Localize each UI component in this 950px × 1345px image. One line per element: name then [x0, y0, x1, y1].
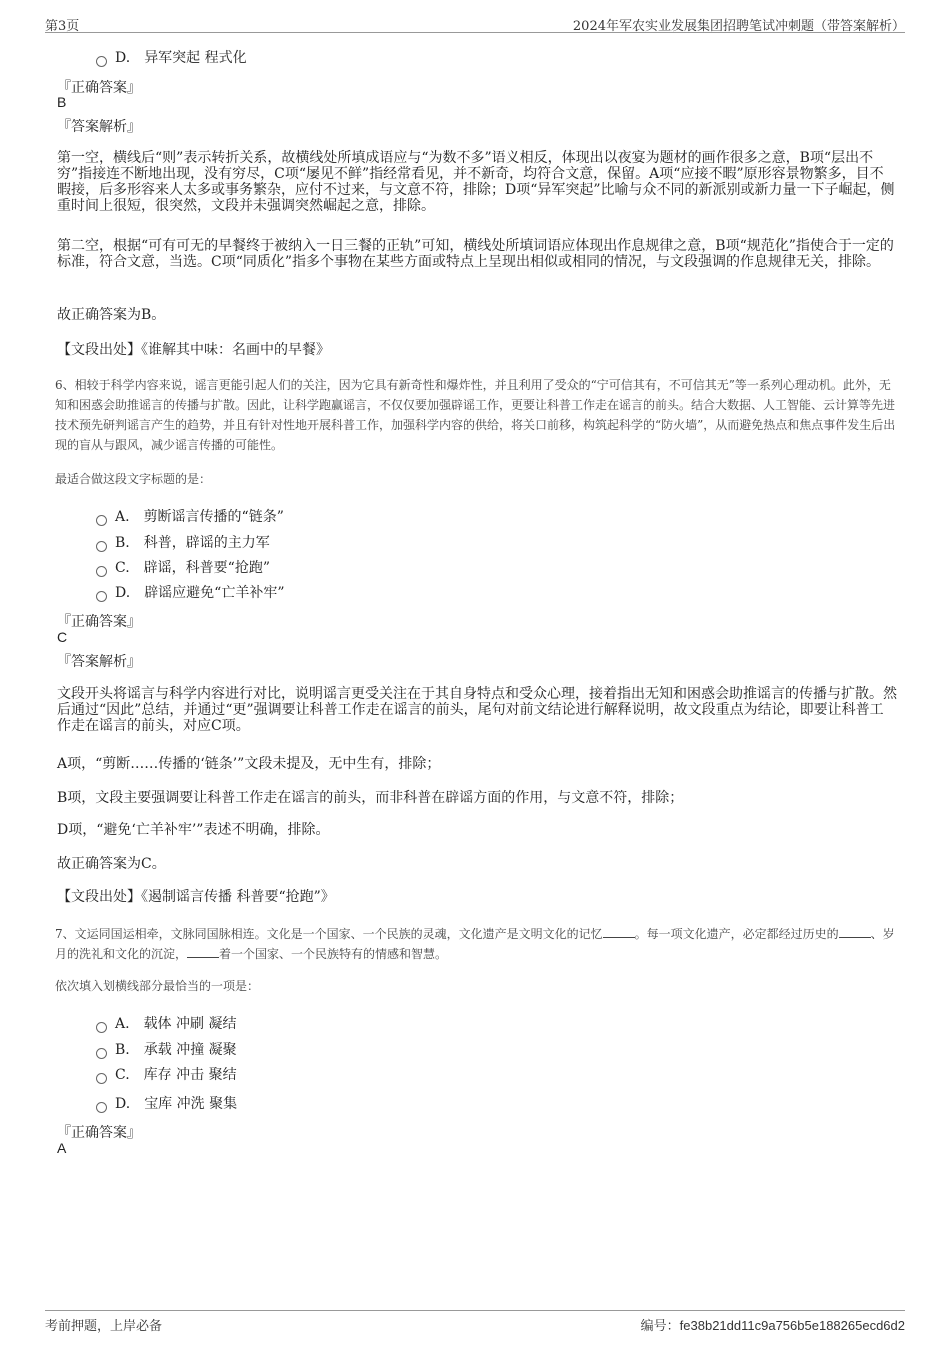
q5-analysis-label: 『答案解析』 — [57, 119, 141, 135]
q6-option-d[interactable]: D. 辟谣应避免“亡羊补牢” — [96, 582, 285, 602]
q6-option-c[interactable]: C. 辟谣，科普要“抢跑” — [96, 557, 270, 577]
q7-option-c[interactable]: C. 库存 冲击 聚结 — [96, 1064, 237, 1084]
q5-answer-label: 『正确答案』 — [57, 80, 141, 96]
q5-analysis-p3: 故正确答案为B。 — [57, 307, 166, 323]
page-footer — [45, 1310, 905, 1333]
q5-option-d[interactable]: D. 异军突起 程式化 — [96, 47, 247, 67]
radio-icon[interactable] — [96, 515, 107, 526]
blank-2 — [839, 925, 871, 938]
page-header — [45, 14, 905, 33]
q6-analysis-label: 『答案解析』 — [57, 654, 141, 670]
radio-icon[interactable] — [96, 1048, 107, 1059]
q6-analysis-p2: A项，“剪断……传播的‘链条’”文段未提及，无中生有，排除； — [57, 756, 441, 772]
q6-answer: C — [57, 629, 68, 645]
q6-answer-label: 『正确答案』 — [57, 614, 141, 630]
radio-icon[interactable] — [96, 566, 107, 577]
q6-stem: 6、相较于科学内容来说，谣言更能引起人们的关注，因为它具有新奇性和爆炸性，并且利用了受众的“宁可信其有，不可信其无”等一系列心理动机。此外，无知和困惑会助推谣言的传播与扩散。因此，让科学跑赢谣言，不仅仅要加强辟谣工作，更要让科普工作走在谣言的前头。结合大数据、人工智能、云计算等先进技术预先研判谣言产生的趋势，并且有针对性地开展科普工作，加强科学内容的供给，将关口前移，构筑起科学的“防火墙”，从而避免热点和焦点事件发生后出现的盲从与跟风，减少谣言传播的可能性。 — [55, 378, 896, 452]
footer-code: 编号：fe38b21dd11c9a756b5e188265ecd6d2 — [640, 1318, 905, 1334]
q6-analysis-p3: B项，文段主要强调要让科普工作走在谣言的前头，而非科普在辟谣方面的作用，与文意不符，排除； — [57, 790, 684, 806]
q6-analysis-p1: 文段开头将谣言与科学内容进行对比，说明谣言更受关注在于其自身特点和受众心理，接着指出无知和困惑会助推谣言的传播与扩散。然后通过“因此”总结，并通过“更”强调要让科普工作走在谣言的前头，尾句对前文结论进行解释说明，故文段重点为结论，即要让科普工作走在谣言的前头，对应C项。 — [57, 686, 897, 734]
q7-prompt: 依次填入划横线部分最恰当的一项是： — [55, 979, 260, 993]
radio-icon[interactable] — [96, 56, 107, 67]
q6-analysis-p4: D项，“避免‘亡羊补牢’”表述不明确，排除。 — [57, 822, 330, 838]
q6-source: 【文段出处】《遏制谣言传播 科普要“抢跑”》 — [57, 889, 335, 905]
q5-analysis-p1: 第一空，横线后“则”表示转折关系，故横线处所填成语应与“为数不多”语义相反，体现出以夜宴为题材的画作很多之意，B项“层出不穷”指接连不断地出现，没有穷尽，C项“屡见不鲜”指经常看见，并不新奇，均符合文意，保留。A项“应接不暇”原形容景物繁多，目不暇接，后多形容来人太多或事务繁杂，应付不过来，与文意不符，排除；D项“异军突起”比喻与众不同的新派别或新力量一下子崛起，侧重时间上很短，很突然，文段并未强调突然崛起之意，排除。 — [57, 150, 895, 214]
q7-answer: A — [57, 1140, 67, 1156]
footer-slogan: 考前押题，上岸必备 — [45, 1319, 163, 1334]
blank-3 — [187, 945, 219, 958]
radio-icon[interactable] — [96, 1022, 107, 1033]
q5-source: 【文段出处】《谁解其中味：名画中的早餐》 — [57, 342, 330, 358]
q5-answer: B — [57, 94, 67, 110]
page-number: 第3页 — [45, 19, 80, 34]
q7-stem: 7、文运同国运相牵，文脉同国脉相连。文化是一个国家、一个民族的灵魂，文化遗产是文明文化的记忆 。每一项文化遗产，必定都经过历史的 、岁月的洗礼和文化的沉淀， 着一个国家、一个民族特有的情感和智慧。 — [55, 927, 895, 961]
q6-analysis-p5: 故正确答案为C。 — [57, 856, 166, 872]
radio-icon[interactable] — [96, 591, 107, 602]
document-title: 2024年军农实业发展集团招聘笔试冲刺题（带答案解析） — [572, 19, 905, 34]
radio-icon[interactable] — [96, 1102, 107, 1113]
q7-option-b[interactable]: B. 承载 冲撞 凝聚 — [96, 1039, 237, 1059]
q7-option-d[interactable]: D. 宝库 冲洗 聚集 — [96, 1093, 237, 1113]
q6-prompt: 最适合做这段文字标题的是： — [55, 472, 212, 486]
q6-option-a[interactable]: A. 剪断谣言传播的“链条” — [96, 506, 284, 526]
radio-icon[interactable] — [96, 1073, 107, 1084]
q6-option-b[interactable]: B. 科普，辟谣的主力军 — [96, 532, 270, 552]
q7-option-a[interactable]: A. 载体 冲刷 凝结 — [96, 1013, 236, 1033]
q5-analysis-p2: 第二空，根据“可有可无的早餐终于被纳入一日三餐的正轨”可知，横线处所填词语应体现出作息规律之意，B项“规范化”指使合于一定的标准，符合文意，当选。C项“同质化”指多个事物在某些方面或特点上呈现出相似或相同的情况，与文段强调的作息规律无关，排除。 — [57, 238, 894, 270]
blank-1 — [603, 925, 635, 938]
radio-icon[interactable] — [96, 541, 107, 552]
q7-answer-label: 『正确答案』 — [57, 1125, 141, 1141]
